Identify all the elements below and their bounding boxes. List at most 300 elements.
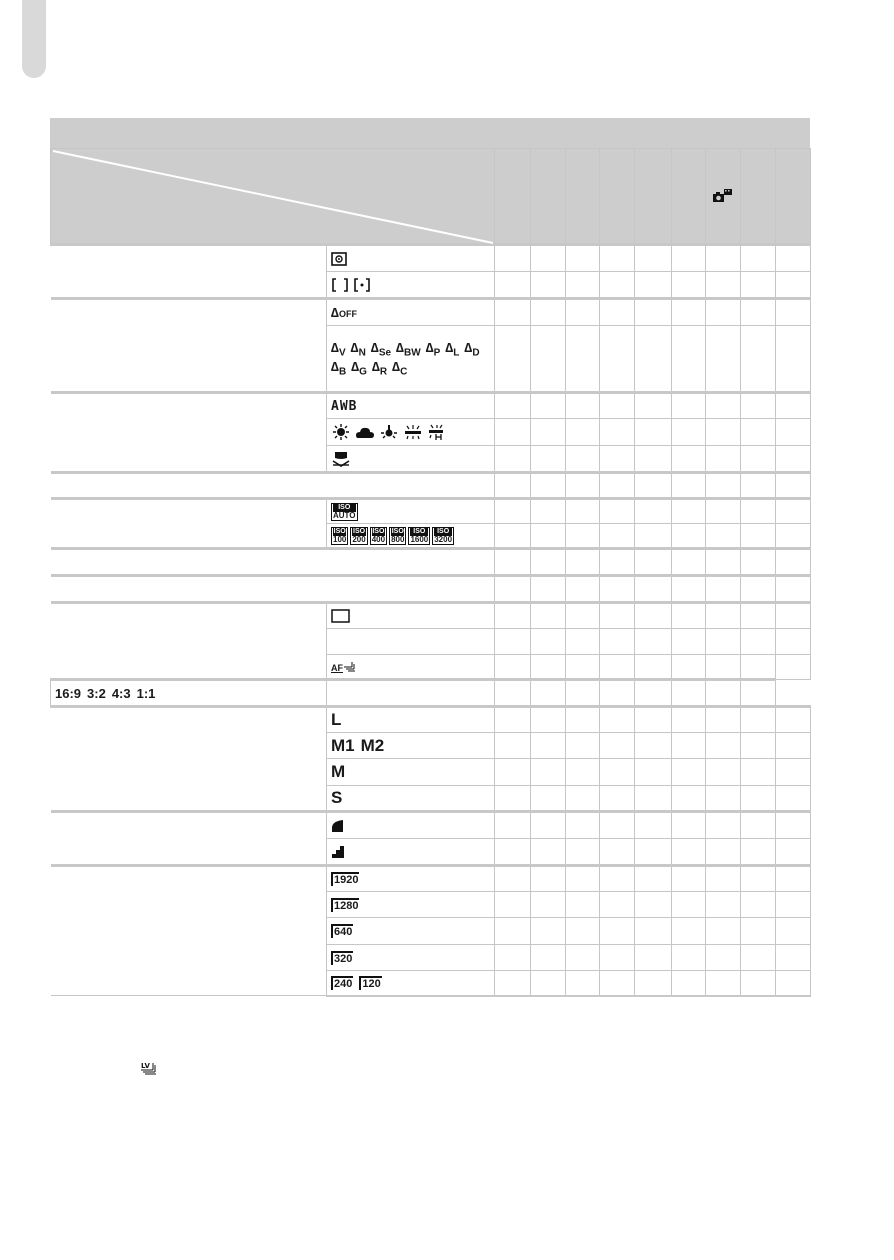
my-colors-glyph: $\Delta_P$ [425,339,441,359]
availability-cell [600,419,635,446]
availability-cell [566,326,600,393]
availability-cell [566,945,600,971]
fluorescent-icon [403,424,423,438]
availability-cell [531,759,566,786]
availability-cell [495,839,531,866]
availability-cell [635,629,672,655]
availability-cell [566,419,600,446]
superfine-icon [331,818,347,832]
availability-cell [672,272,706,299]
option-cell [327,393,495,419]
my-colors-glyph: $\Delta_V$ [331,339,346,359]
availability-cell [741,680,776,707]
availability-cell [741,393,776,419]
availability-cell [566,918,600,945]
availability-cell [776,839,811,866]
availability-cell [495,892,531,918]
availability-cell [635,680,672,707]
availability-cell [635,812,672,839]
option-label: 3:2 [87,685,106,701]
availability-cell [531,892,566,918]
availability-cell [706,524,741,549]
iso-value-icon: ISO 200 [352,527,366,544]
option-label: 1:1 [136,685,156,701]
footnote-lv-drive-icon [139,1061,157,1080]
table-row [51,393,811,419]
availability-cell [495,393,531,419]
availability-cell [635,786,672,812]
function-name-cell [51,812,327,866]
my-colors-glyph: $\Delta_C$ [392,358,408,378]
my-colors-glyph: $\Delta_L$ [445,339,460,359]
availability-cell [531,812,566,839]
availability-cell [635,971,672,996]
availability-cell [566,655,600,680]
availability-cell [706,839,741,866]
availability-cell [531,245,566,272]
availability-cell [706,499,741,524]
availability-cell [741,576,776,603]
availability-cell [531,603,566,629]
availability-cell [495,812,531,839]
availability-cell [566,812,600,839]
availability-cell [635,419,672,446]
availability-cell [741,245,776,272]
movie-size-icon [331,976,353,990]
option-cell [327,326,495,393]
availability-cell [566,786,600,812]
availability-cell [600,655,635,680]
availability-cell [566,839,600,866]
availability-cell [672,655,706,680]
tungsten-icon [379,424,399,438]
availability-cell [566,272,600,299]
availability-cell [672,945,706,971]
option-label: V [338,347,346,359]
availability-cell [531,786,566,812]
availability-cell [706,971,741,996]
option-cell [327,524,495,549]
option-label: L [331,710,342,729]
availability-cell [600,892,635,918]
availability-cell [531,272,566,299]
availability-cell [672,419,706,446]
availability-cell [776,629,811,655]
option-label: C [400,366,408,378]
availability-cell [495,629,531,655]
iso-value-icon: ISO 3200 [434,527,453,544]
availability-cell [672,680,706,707]
footnote-lv-label: LV [141,1062,150,1070]
availability-cell [706,629,741,655]
availability-cell [566,629,600,655]
af-continuous-icon [331,663,343,673]
option-cell [327,945,495,971]
fine-icon [331,844,347,858]
availability-cell [531,419,566,446]
availability-cell [566,576,600,603]
availability-cell [635,299,672,326]
option-label: B [338,366,347,378]
availability-cell [706,419,741,446]
option-cell [327,733,495,759]
option-label: M2 [360,735,385,755]
availability-cell [495,707,531,733]
availability-cell [741,892,776,918]
availability-cell [741,272,776,299]
availability-cell [531,971,566,996]
availability-cell [600,576,635,603]
table-row [51,576,811,603]
availability-cell [672,629,706,655]
availability-cell [635,473,672,499]
table-title-bar [50,118,810,148]
availability-cell [600,945,635,971]
availability-cell [531,393,566,419]
availability-cell [566,759,600,786]
availability-cell [495,576,531,603]
availability-cell [327,680,495,707]
availability-cell [635,839,672,866]
availability-cell [741,945,776,971]
option-cell [327,655,495,680]
option-label: D [472,347,480,359]
movie-size-icon [359,976,381,990]
availability-cell [776,603,811,629]
iso-value-icon: ISO 1600 [410,527,429,544]
option-label: 120 [362,977,381,990]
table-row [51,603,811,629]
availability-cell [776,299,811,326]
function-name-cell [51,393,327,473]
function-name-cell [51,603,327,680]
availability-cell [776,576,811,603]
availability-cell [495,245,531,272]
availability-cell [776,272,811,299]
availability-cell [672,918,706,945]
option-label: AWB [331,398,358,414]
availability-cell [531,499,566,524]
availability-cell [495,419,531,446]
availability-cell [600,812,635,839]
availability-cell [531,866,566,892]
availability-cell [776,245,811,272]
availability-cell [672,866,706,892]
availability-cell [566,733,600,759]
availability-cell [495,655,531,680]
availability-cell [706,272,741,299]
availability-cell [635,655,672,680]
availability-cell [672,245,706,272]
availability-cell [672,759,706,786]
availability-cell [672,446,706,473]
availability-cell [566,971,600,996]
availability-cell [776,473,811,499]
option-label: 1280 [334,899,359,912]
availability-cell [531,707,566,733]
availability-cell [672,733,706,759]
option-label: 640 [334,926,353,938]
function-grid [50,148,811,997]
my-colors-off-icon: ∆OFF [331,305,357,320]
availability-cell [672,786,706,812]
availability-cell [495,499,531,524]
availability-cell [531,446,566,473]
availability-cell [706,393,741,419]
single-shot-icon [331,609,351,623]
availability-cell [741,655,776,680]
function-name-cell [51,473,495,499]
option-cell [327,866,495,892]
availability-cell [566,866,600,892]
availability-cell [706,446,741,473]
availability-cell [635,524,672,549]
option-cell [327,419,495,446]
option-cell [327,759,495,786]
mode-col-4 [600,149,635,245]
availability-cell [495,971,531,996]
my-colors-glyph: $\Delta_{Se}$ [370,339,392,359]
availability-cell [566,299,600,326]
option-cell [327,629,495,655]
availability-cell [706,786,741,812]
availability-cell [495,786,531,812]
availability-cell [600,629,635,655]
fluorescent-h-icon [427,424,449,438]
availability-cell [566,446,600,473]
cloudy-icon [355,424,375,438]
option-label: 16:9 [55,685,82,701]
mode-col-1 [495,149,531,245]
availability-cell [566,892,600,918]
availability-cell [635,499,672,524]
mode-col-6 [672,149,706,245]
center-weighted-icon [331,277,349,291]
availability-cell [600,524,635,549]
option-label: 1920 [334,874,359,886]
availability-cell [495,524,531,549]
availability-cell [741,812,776,839]
availability-cell [776,524,811,549]
my-colors-glyph: $\Delta_R$ [371,358,388,378]
availability-cell [741,419,776,446]
availability-cell [495,918,531,945]
movie-size-icon [331,951,353,965]
availability-cell [776,655,811,680]
availability-cell [566,245,600,272]
availability-cell [600,733,635,759]
iso-value-icon: ISO 400 [371,527,386,544]
option-cell [327,839,495,866]
availability-cell [600,549,635,576]
availability-cell [706,326,741,393]
availability-cell [635,707,672,733]
availability-cell [776,707,811,733]
availability-cell [635,733,672,759]
availability-cell [706,245,741,272]
availability-cell [600,272,635,299]
option-label: Se [378,347,392,359]
spot-metering-icon [353,277,371,291]
availability-cell [635,446,672,473]
availability-cell [495,299,531,326]
availability-cell [495,866,531,892]
availability-cell [776,326,811,393]
availability-cell [635,272,672,299]
availability-cell [741,971,776,996]
availability-cell [635,918,672,945]
mode-col-5 [635,149,672,245]
my-colors-glyph: $\Delta_B$ [331,358,347,378]
availability-cell [566,499,600,524]
my-colors-off-label: OFF [338,309,357,319]
availability-cell [600,473,635,499]
option-cell [327,786,495,812]
availability-cell [672,473,706,499]
availability-cell [776,733,811,759]
function-availability-table [50,118,810,997]
availability-cell [706,945,741,971]
availability-cell [672,499,706,524]
option-cell [327,272,495,299]
availability-cell [741,473,776,499]
availability-cell [741,839,776,866]
option-label: 3200 [434,534,453,544]
availability-cell [600,971,635,996]
availability-cell [672,812,706,839]
availability-cell [776,945,811,971]
iso-value-icon: ISO 100 [333,527,347,544]
availability-cell [706,707,741,733]
availability-cell [600,603,635,629]
availability-cell [531,299,566,326]
availability-cell [776,759,811,786]
mode-col-9 [776,149,811,245]
movie-size-icon [331,872,359,886]
availability-cell [741,524,776,549]
availability-cell [600,245,635,272]
availability-cell [600,918,635,945]
option-label: 1600 [410,534,429,544]
function-name-cell [51,576,495,603]
option-label: N [358,347,366,359]
availability-cell [741,759,776,786]
availability-cell [495,680,531,707]
availability-cell [635,759,672,786]
availability-cell [741,549,776,576]
availability-cell [776,866,811,892]
availability-cell [600,759,635,786]
table-row [51,707,811,733]
option-cell [327,446,495,473]
availability-cell [495,733,531,759]
availability-cell [531,524,566,549]
option-label: L [453,347,460,359]
availability-cell [672,326,706,393]
availability-cell [776,393,811,419]
option-label: 200 [352,534,366,544]
availability-cell [706,866,741,892]
availability-cell [776,419,811,446]
availability-cell [776,918,811,945]
function-name-cell [51,707,327,812]
iso-value-icon: ISO 800 [391,527,405,544]
camera-movie-icon [712,188,734,204]
function-name-cell [51,299,327,393]
availability-cell [566,473,600,499]
table-row [51,473,811,499]
availability-cell [495,945,531,971]
option-cell [327,707,495,733]
option-label: 240 [334,977,353,990]
option-cell [327,299,495,326]
table-row [51,549,811,576]
availability-cell [635,326,672,393]
availability-cell [531,473,566,499]
option-label: BW [404,347,421,359]
my-colors-glyph: $\Delta_G$ [351,358,367,378]
availability-cell [495,272,531,299]
availability-cell [741,707,776,733]
my-colors-glyph: $\Delta_D$ [464,339,480,359]
option-cell [327,812,495,839]
availability-cell [531,945,566,971]
availability-cell [635,576,672,603]
availability-cell [706,918,741,945]
availability-cell [706,576,741,603]
availability-cell [495,759,531,786]
availability-cell [741,786,776,812]
availability-cell [566,524,600,549]
availability-cell [776,971,811,996]
option-label: 100 [333,534,347,544]
my-colors-glyph: $\Delta_N$ [350,339,366,359]
option-label: ISO [338,503,351,511]
availability-cell [635,603,672,629]
availability-cell [531,326,566,393]
availability-cell [635,393,672,419]
option-cell [327,892,495,918]
function-name-cell [51,549,495,576]
availability-cell [635,945,672,971]
table-row [51,680,811,707]
availability-cell [495,549,531,576]
availability-cell [706,680,741,707]
availability-cell [672,839,706,866]
table-row [51,812,811,839]
availability-cell [776,812,811,839]
function-name-cell [51,866,327,996]
availability-cell [776,892,811,918]
availability-cell [672,971,706,996]
availability-cell [600,499,635,524]
availability-cell [741,733,776,759]
availability-cell [635,866,672,892]
option-label: 4:3 [111,685,131,701]
availability-cell [672,524,706,549]
availability-cell [600,299,635,326]
availability-cell [741,499,776,524]
option-cell [51,680,327,707]
availability-cell [531,549,566,576]
option-label: S [331,788,343,807]
availability-cell [495,446,531,473]
page-edge-tab [22,0,46,78]
availability-cell [600,393,635,419]
availability-cell [566,549,600,576]
availability-cell [672,299,706,326]
option-label: M1 [331,735,355,755]
